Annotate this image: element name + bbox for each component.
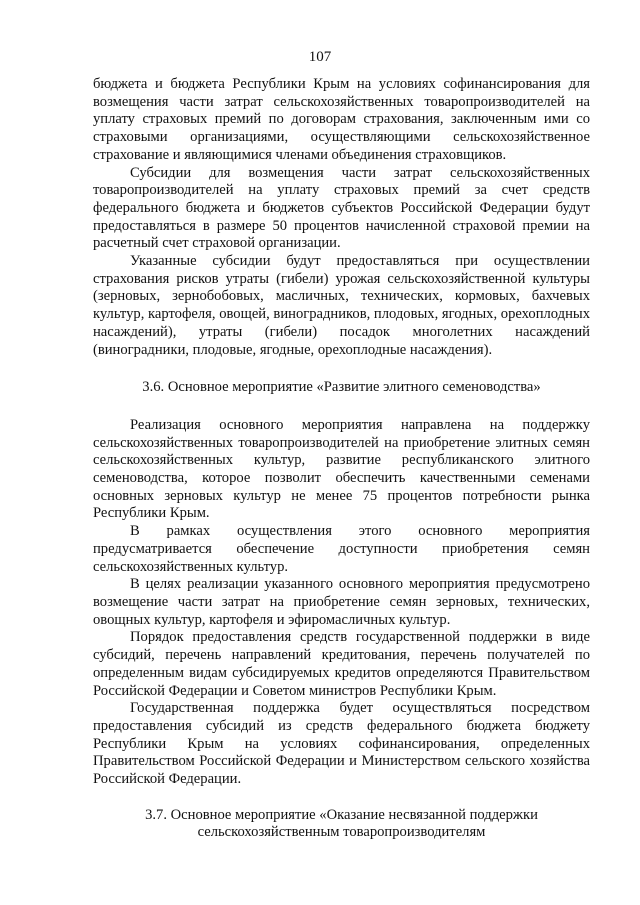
section-heading-3-7-line2: сельскохозяйственным товаропроизводителям: [197, 824, 486, 841]
paragraph-support-procedure: Порядок предоставления средств государственной поддержки в виде субсидий, перечень направлений кредитования, перечень получателей по определенным видам субсидируемых кредитов определяются Правительством Российской Федерации и Советом министров Республики Крым.: [93, 629, 590, 699]
section-heading-3-7-line1: 3.7. Основное мероприятие «Оказание несвязанной поддержки: [145, 806, 538, 823]
paragraph-cost-compensation: В целях реализации указанного основного мероприятия предусмотрено возмещение части затрат на приобретение семян зерновых, технических, овощных культур, картофеля и эфиромасличных культур.: [93, 576, 590, 628]
page-number: 107: [308, 49, 332, 65]
section-heading-3-7: [93, 807, 590, 842]
paragraph-state-support: Государственная поддержка будет осуществляться посредством предоставления субсидий из средств федерального бюджета бюджету Республики Крым на условиях софинансирования, определенных Правительством Российской Федерации и Министерством сельского хозяйства Российской Федерации.: [93, 700, 590, 788]
paragraph-elite-seeds-goal: Реализация основного мероприятия направлена на поддержку сельскохозяйственных товаропроизводителей на приобретение элитных семян сельскохозяйственных культур, развитие республиканского элитного семеноводства, которое позволит обеспечить качественными семенами основных зерновых культур не менее 75 процентов потребности рынка Республики Крым.: [93, 416, 590, 522]
paragraph-seed-availability: В рамках осуществления этого основного мероприятия предусматривается обеспечение доступности приобретения семян сельскохозяйственных культур.: [93, 523, 590, 575]
paragraph-budget-cofinancing: бюджета и бюджета Республики Крым на условиях софинансирования для возмещения части затрат сельскохозяйственных товаропроизводителей на уплату страховых премий по договорам страхования, заключенным ими со страховыми организациями, осуществляющими сельскохозяйственное страхование и являющимися членами объединения страховщиков.: [93, 76, 590, 163]
paragraph-subsidies-insurance: Субсидии для возмещения части затрат сельскохозяйственных товаропроизводителей на уплату страховых премий за счет средств федерального бюджета и бюджетов субъектов Российской Федерации будут предоставляться в размере 50 процентов начисленной страховой премии на расчетный счет страховой организации.: [93, 164, 590, 252]
document-body: [93, 76, 590, 842]
paragraph-insurance-risks: Указанные субсидии будут предоставляться при осуществлении страхования рисков утраты (гибели) урожая сельскохозяйственной культуры (зерновых, зернобобовых, масличных, технических, кормовых, бахчевых культур, картофеля, овощей, виноградников, плодовых, ягодных, орехоплодных насаждений), утраты (гибели) посадок многолетних насаждений (виноградники, плодовые, ягодные, орехоплодные насаждения).: [93, 253, 590, 358]
section-heading-3-6: 3.6. Основное мероприятие «Развитие элитного семеноводства»: [142, 379, 541, 396]
